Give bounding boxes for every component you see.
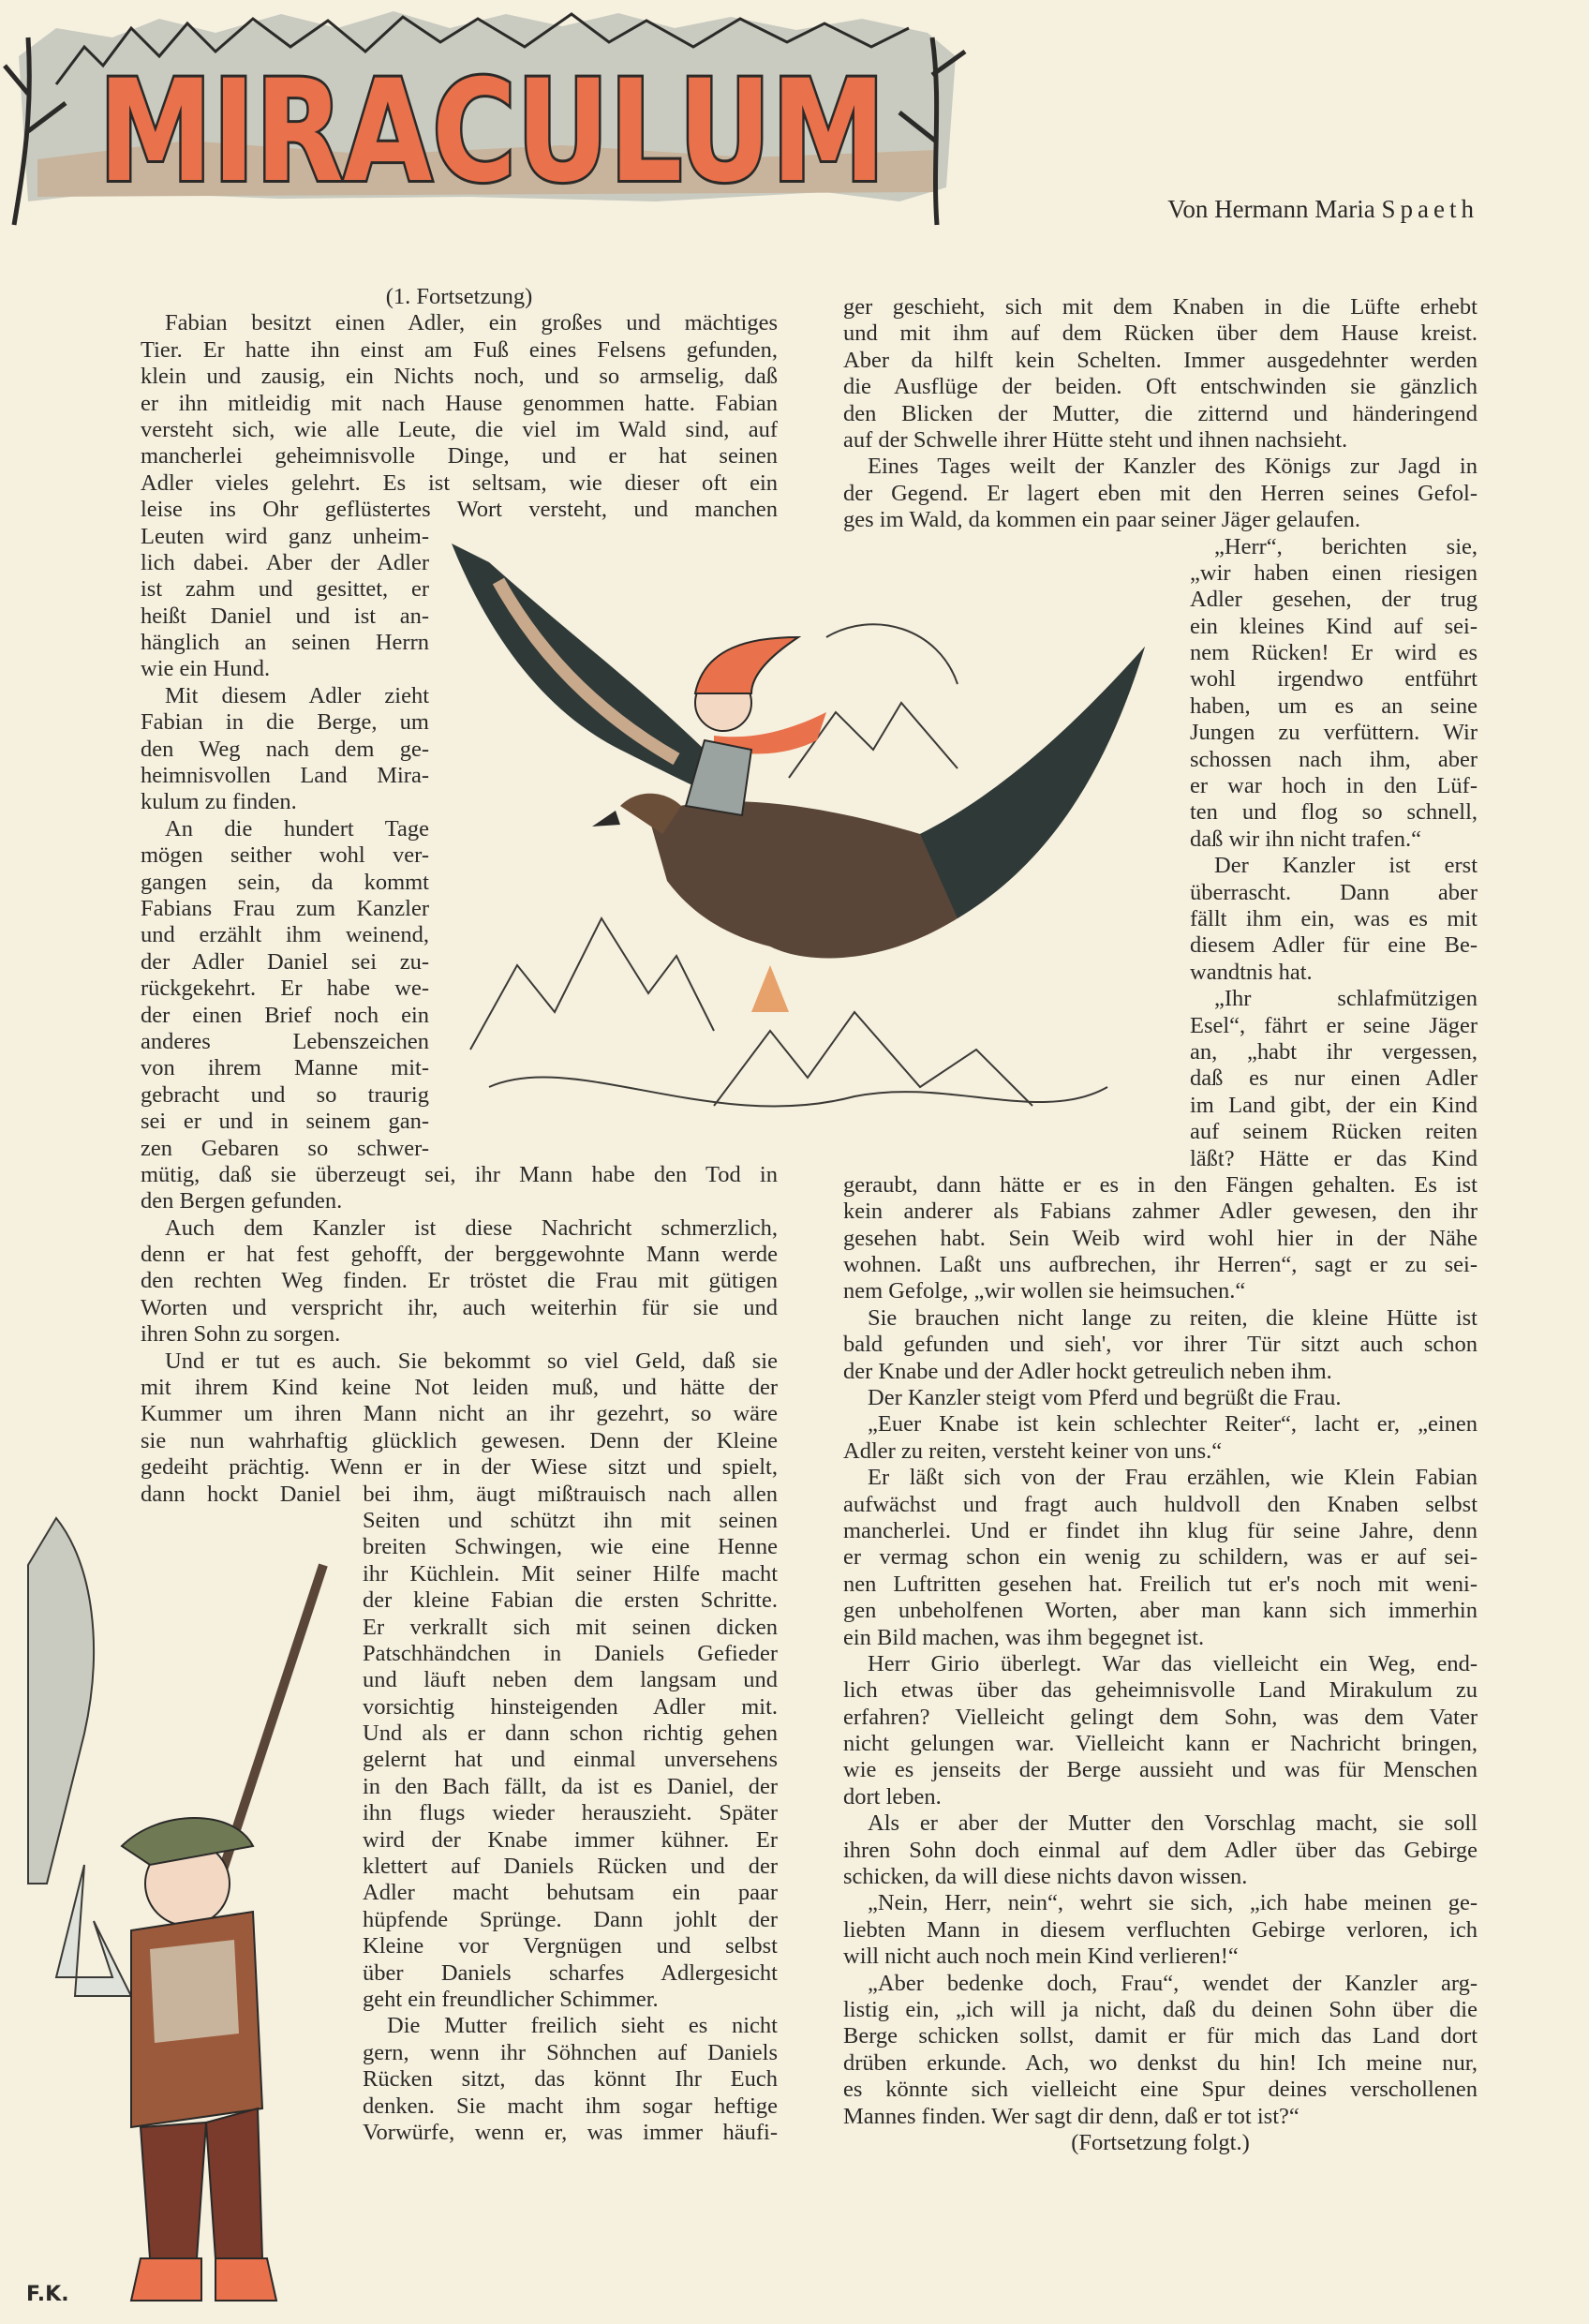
- text-line: Tier. Er hatte ihn einst am Fuß eines Felsens gefunden,: [141, 336, 778, 363]
- text-line: geht ein freundlicher Schimmer.: [363, 1987, 659, 2012]
- text-line: läßt? Hätte er das Kind: [1190, 1145, 1478, 1171]
- text-line: gen unbeholfenen Worten, aber man kann sich immerhin: [843, 1598, 1478, 1624]
- text-line: gedeiht prächtig. Wenn er in der Wiese sitzt und spielt,: [141, 1454, 778, 1481]
- text-line: wandtnis hat.: [1190, 959, 1313, 985]
- text-line: im Land gibt, der ein Kind: [1190, 1092, 1478, 1118]
- text-line: klettert auf Daniels Rücken und der: [363, 1854, 778, 1880]
- text-line: Herr Girio überlegt. War das vielleicht ein Weg, end-: [868, 1650, 1478, 1676]
- text-line: ihn flugs wieder herauszieht. Später: [363, 1800, 778, 1826]
- text-line: den Bergen gefunden.: [141, 1188, 343, 1214]
- text-line: ihren Sohn doch einmal auf dem Adler über das Gebirge: [843, 1837, 1478, 1863]
- text-line: der Adler Daniel sei zu-: [141, 948, 429, 975]
- text-line: überrascht. Dann aber: [1190, 879, 1478, 905]
- left-column: [141, 284, 778, 2146]
- text-line: wohl irgendwo entführt: [1190, 666, 1478, 693]
- text-line: Er verkrallt sich mit seinen dicken: [363, 1614, 778, 1640]
- illustrator-signature: F.K.: [26, 2283, 69, 2306]
- byline-author-name: Spaeth: [1381, 195, 1478, 223]
- text-line: auf seinem Rücken reiten: [1190, 1119, 1478, 1145]
- text-line: „Herr“, berichten sie,: [1214, 533, 1478, 559]
- author-byline: [1167, 195, 1478, 224]
- text-line: Adler zu reiten, versteht keiner von uns.“: [843, 1438, 1223, 1464]
- text-line: listig ein, „ich will ja nicht, daß du deinen Sohn über die: [843, 1997, 1478, 2022]
- text-line: Als er aber der Mutter den Vorschlag macht, sie soll: [868, 1810, 1478, 1837]
- text-line: erfahren? Vielleicht gelingt dem Sohn, was dem Vater: [843, 1704, 1478, 1730]
- text-line: schossen nach ihm, aber: [1190, 746, 1478, 772]
- text-line: breiten Schwingen, wie eine Henne: [363, 1534, 778, 1560]
- text-line: nen Luftritten gesehen hat. Freilich tut er's noch mit weni-: [843, 1571, 1478, 1597]
- text-line: der kleine Fabian die ersten Schritte.: [363, 1587, 778, 1614]
- text-line: will nicht auch noch mein Kind verlieren!“: [843, 1944, 1239, 1970]
- text-line: er war hoch in den Lüf-: [1190, 773, 1478, 799]
- text-line: mancherlei geheimnisvolle Dinge, und er hat seinen: [141, 443, 778, 469]
- text-line: den Weg nach dem ge-: [141, 736, 429, 762]
- text-line: Kummer um ihren Mann nicht an ihr gezehrt, so wäre: [141, 1401, 778, 1427]
- text-line: rückgekehrt. Er habe we-: [141, 976, 429, 1002]
- text-line: Kleine vor Vergnügen und selbst: [363, 1933, 778, 1959]
- text-line: Mannes finden. Wer sagt dir denn, daß er tot ist?“: [843, 2103, 1299, 2129]
- text-line: ten und flog so schnell,: [1190, 799, 1478, 826]
- text-line: nicht gelungen war. Vielleicht kann er Nachricht bringen,: [843, 1731, 1478, 1757]
- text-line: er ihn mitleidig mit nach Hause genommen hatte. Fabian: [141, 390, 778, 416]
- text-line: zen Gebaren so schwer-: [141, 1135, 429, 1161]
- text-line: hänglich an seinen Herrn: [141, 630, 429, 656]
- text-line: der Knabe und der Adler hockt getreulich neben ihm.: [843, 1358, 1332, 1384]
- title-banner: [0, 0, 984, 239]
- text-line: gebracht und so traurig: [141, 1081, 429, 1108]
- text-line: kein anderer als Fabians zahmer Adler gewesen, den ihr: [843, 1199, 1478, 1225]
- text-line: Fabians Frau zum Kanzler: [141, 895, 429, 921]
- text-line: klein und zausig, ein Nichts noch, und so armselig, daß: [141, 364, 778, 390]
- text-line: auf der Schwelle ihrer Hütte steht und ihnen nachsieht.: [843, 426, 1348, 453]
- text-line: in den Bach fällt, da ist es Daniel, der: [363, 1773, 778, 1799]
- text-line: ihr Küchlein. Mit seiner Hilfe macht: [363, 1560, 778, 1587]
- text-line: wie es jenseits der Berge aussieht und was für Menschen: [843, 1757, 1478, 1783]
- text-line: denken. Sie macht ihm sogar heftige: [363, 2093, 778, 2119]
- text-line: mögen seither wohl ver-: [141, 842, 429, 869]
- text-line: ihren Sohn zu sorgen.: [141, 1321, 341, 1348]
- text-line: wie ein Hund.: [141, 656, 271, 682]
- text-line: Adler vieles gelehrt. Es ist seltsam, wie dieser oft ein: [141, 469, 778, 496]
- section-heading: (1. Fortsetzung): [385, 284, 533, 309]
- text-line: ein kleines Kind auf sei-: [1190, 613, 1478, 639]
- text-line: und mit ihm auf dem Rücken über dem Hause kreist.: [843, 320, 1478, 347]
- text-line: „wir haben einen riesigen: [1190, 559, 1478, 586]
- text-line: An die hundert Tage: [165, 815, 429, 842]
- text-line: bald gefunden und sieh', vor ihrer Tür sitzt auch schon: [843, 1332, 1478, 1358]
- text-line: „Ihr schlafmützigen: [1214, 986, 1478, 1012]
- text-line: daß es nur einen Adler: [1190, 1065, 1478, 1092]
- text-line: sei er und in seinem gan-: [141, 1109, 429, 1135]
- text-line: haben, um es an seine: [1190, 693, 1478, 719]
- text-line: nem Rücken! Er wird es: [1190, 640, 1478, 666]
- text-line: wohnen. Laßt uns aufbrechen, ihr Herren“, sagt er zu sei-: [843, 1252, 1478, 1278]
- text-line: der Gegend. Er lagert eben mit den Herren seines Gefol-: [843, 480, 1478, 506]
- text-line: „Euer Knabe ist kein schlechter Reiter“, lacht er, „einen: [868, 1411, 1478, 1438]
- text-line: Berge schicken sollst, damit er für mich das Land dort: [843, 2023, 1478, 2049]
- text-line: Der Kanzler ist erst: [1214, 853, 1478, 879]
- text-line: nem Gefolge, „wir wollen sie heimsuchen.“: [843, 1278, 1246, 1304]
- text-line: er vermag schon ein wenig zu schildern, was er auf sei-: [843, 1544, 1478, 1571]
- continuation-note: (Fortsetzung folgt.): [1071, 2129, 1250, 2155]
- text-line: hüpfende Sprünge. Dann johlt der: [363, 1906, 778, 1932]
- text-line: Worten und verspricht ihr, auch weiterhin für sie und: [141, 1294, 778, 1320]
- text-line: Fabian in die Berge, um: [141, 709, 429, 736]
- text-line: gelernt hat und einmal unversehens: [363, 1747, 778, 1773]
- text-line: fällt ihm ein, was es mit: [1190, 905, 1478, 931]
- text-line: vorsichtig hinsteigenden Adler mit.: [363, 1693, 778, 1720]
- text-line: liebten Mann in diesem verfluchten Gebirge verloren, ich: [843, 1916, 1478, 1943]
- text-line: wird der Knabe immer kühner. Er: [363, 1826, 778, 1853]
- text-line: Auch dem Kanzler ist diese Nachricht schmerzlich,: [165, 1214, 778, 1241]
- logo-text: MIRACULUM: [98, 51, 885, 214]
- text-line: Vorwürfe, wenn er, was immer häufi-: [363, 2119, 778, 2145]
- text-line: von ihrem Manne mit-: [141, 1055, 429, 1081]
- text-line: Und als er dann schon richtig gehen: [363, 1721, 778, 1747]
- text-line: dann hockt Daniel bei ihm, äugt mißtrauisch nach allen: [141, 1481, 778, 1507]
- text-line: ist zahm und gesittet, er: [141, 576, 429, 603]
- text-line: die Ausflüge der beiden. Oft entschwinden sie gänzlich: [843, 374, 1478, 400]
- text-line: Jungen zu verfüttern. Wir: [1190, 720, 1478, 746]
- text-line: diesem Adler für eine Be-: [1190, 932, 1478, 959]
- text-line: denn er hat fest gehofft, der berggewohnte Mann werde: [141, 1242, 778, 1268]
- text-line: „Nein, Herr, nein“, wehrt sie sich, „ich habe meinen ge-: [868, 1890, 1478, 1916]
- text-line: Rücken sitzt, das könnt Ihr Euch: [363, 2066, 778, 2093]
- text-line: der einen Brief noch ein: [141, 1002, 429, 1028]
- text-line: und läuft neben dem langsam und: [363, 1667, 778, 1693]
- text-line: gangen sein, da kommt: [141, 869, 429, 895]
- text-line: Er läßt sich von der Frau erzählen, wie Klein Fabian: [868, 1465, 1478, 1491]
- text-line: es könnte sich vielleicht eine Spur deines verschollenen: [843, 2077, 1478, 2103]
- text-line: Eines Tages weilt der Kanzler des Königs zur Jagd in: [868, 454, 1478, 480]
- text-line: über Daniels scharfes Adlergesicht: [363, 1959, 778, 1986]
- text-line: den Blicken der Mutter, die zitternd und händeringend: [843, 400, 1478, 426]
- text-line: leise ins Ohr geflüstertes Wort versteht, und manchen: [141, 497, 778, 523]
- text-line: dort leben.: [843, 1783, 942, 1810]
- text-line: schicken, da will diese nichts davon wissen.: [843, 1864, 1248, 1890]
- byline-prefix: Von Hermann Maria: [1167, 195, 1375, 223]
- text-line: kulum zu finden.: [141, 789, 297, 815]
- text-line: sie nun wahrhaftig glücklich gewesen. Denn der Kleine: [141, 1427, 778, 1453]
- right-column: [843, 294, 1478, 2156]
- text-line: Leuten wird ganz unheim-: [141, 523, 429, 549]
- text-line: Fabian besitzt einen Adler, ein großes und mächtiges: [165, 310, 778, 336]
- text-line: und erzählt ihm weinend,: [141, 922, 429, 948]
- text-line: Adler gesehen, der trug: [1190, 587, 1478, 613]
- text-line: den rechten Weg finden. Er tröstet die Frau mit gütigen: [141, 1268, 778, 1294]
- text-line: drüben erkunde. Ach, wo denkst du hin! Ich meine nur,: [843, 2049, 1478, 2076]
- text-line: Mit diesem Adler zieht: [165, 682, 429, 708]
- text-line: gern, wenn ihr Söhnchen auf Daniels: [363, 2039, 778, 2065]
- text-line: mit ihrem Kind keine Not leiden muß, und hätte der: [141, 1375, 778, 1401]
- text-line: anderes Lebenszeichen: [141, 1028, 429, 1054]
- text-line: Seiten und schützt ihn mit seinen: [363, 1507, 778, 1533]
- text-line: Adler macht behutsam ein paar: [363, 1880, 778, 1906]
- text-line: lich dabei. Aber der Adler: [141, 549, 429, 575]
- text-line: heimnisvollen Land Mira-: [141, 763, 429, 789]
- text-line: geraubt, dann hätte er es in den Fängen gehalten. Es ist: [843, 1171, 1478, 1198]
- text-line: ges im Wald, da kommen ein paar seiner Jäger gelaufen.: [843, 507, 1361, 533]
- text-line: aufwächst und fragt auch huldvoll den Knaben selbst: [843, 1491, 1478, 1517]
- text-line: mütig, daß sie überzeugt sei, ihr Mann habe den Tod in: [141, 1161, 778, 1187]
- text-line: ger geschieht, sich mit dem Knaben in die Lüfte erhebt: [843, 294, 1478, 320]
- text-line: an, „habt ihr vergessen,: [1190, 1038, 1478, 1065]
- text-line: Esel“, fährt er seine Jäger: [1190, 1012, 1478, 1038]
- text-line: Die Mutter freilich sieht es nicht: [387, 2013, 778, 2039]
- text-line: „Aber bedenke doch, Frau“, wendet der Kanzler arg-: [868, 1970, 1478, 1996]
- text-line: lich etwas über das geheimnisvolle Land Mirakulum zu: [843, 1677, 1478, 1704]
- text-line: daß wir ihn nicht trafen.“: [1190, 826, 1421, 852]
- text-line: Aber da hilft kein Schelten. Immer ausgedehnter werden: [843, 347, 1478, 373]
- text-line: heißt Daniel und ist an-: [141, 603, 429, 629]
- text-line: gesehen habt. Sein Weib wird wohl hier in der Nähe: [843, 1225, 1478, 1251]
- text-line: Sie brauchen nicht lange zu reiten, die kleine Hütte ist: [868, 1304, 1478, 1331]
- text-line: Der Kanzler steigt vom Pferd und begrüßt die Frau.: [868, 1385, 1342, 1411]
- text-line: versteht sich, wie alle Leute, die viel im Wald sind, auf: [141, 416, 778, 442]
- text-line: ein Bild machen, was ihm begegnet ist.: [843, 1624, 1205, 1650]
- text-line: Und er tut es auch. Sie bekommt so viel Geld, daß sie: [165, 1348, 778, 1374]
- text-line: mancherlei. Und er findet ihn klug für seine Jahre, denn: [843, 1517, 1478, 1543]
- text-line: Patschhändchen in Daniels Gefieder: [363, 1640, 778, 1666]
